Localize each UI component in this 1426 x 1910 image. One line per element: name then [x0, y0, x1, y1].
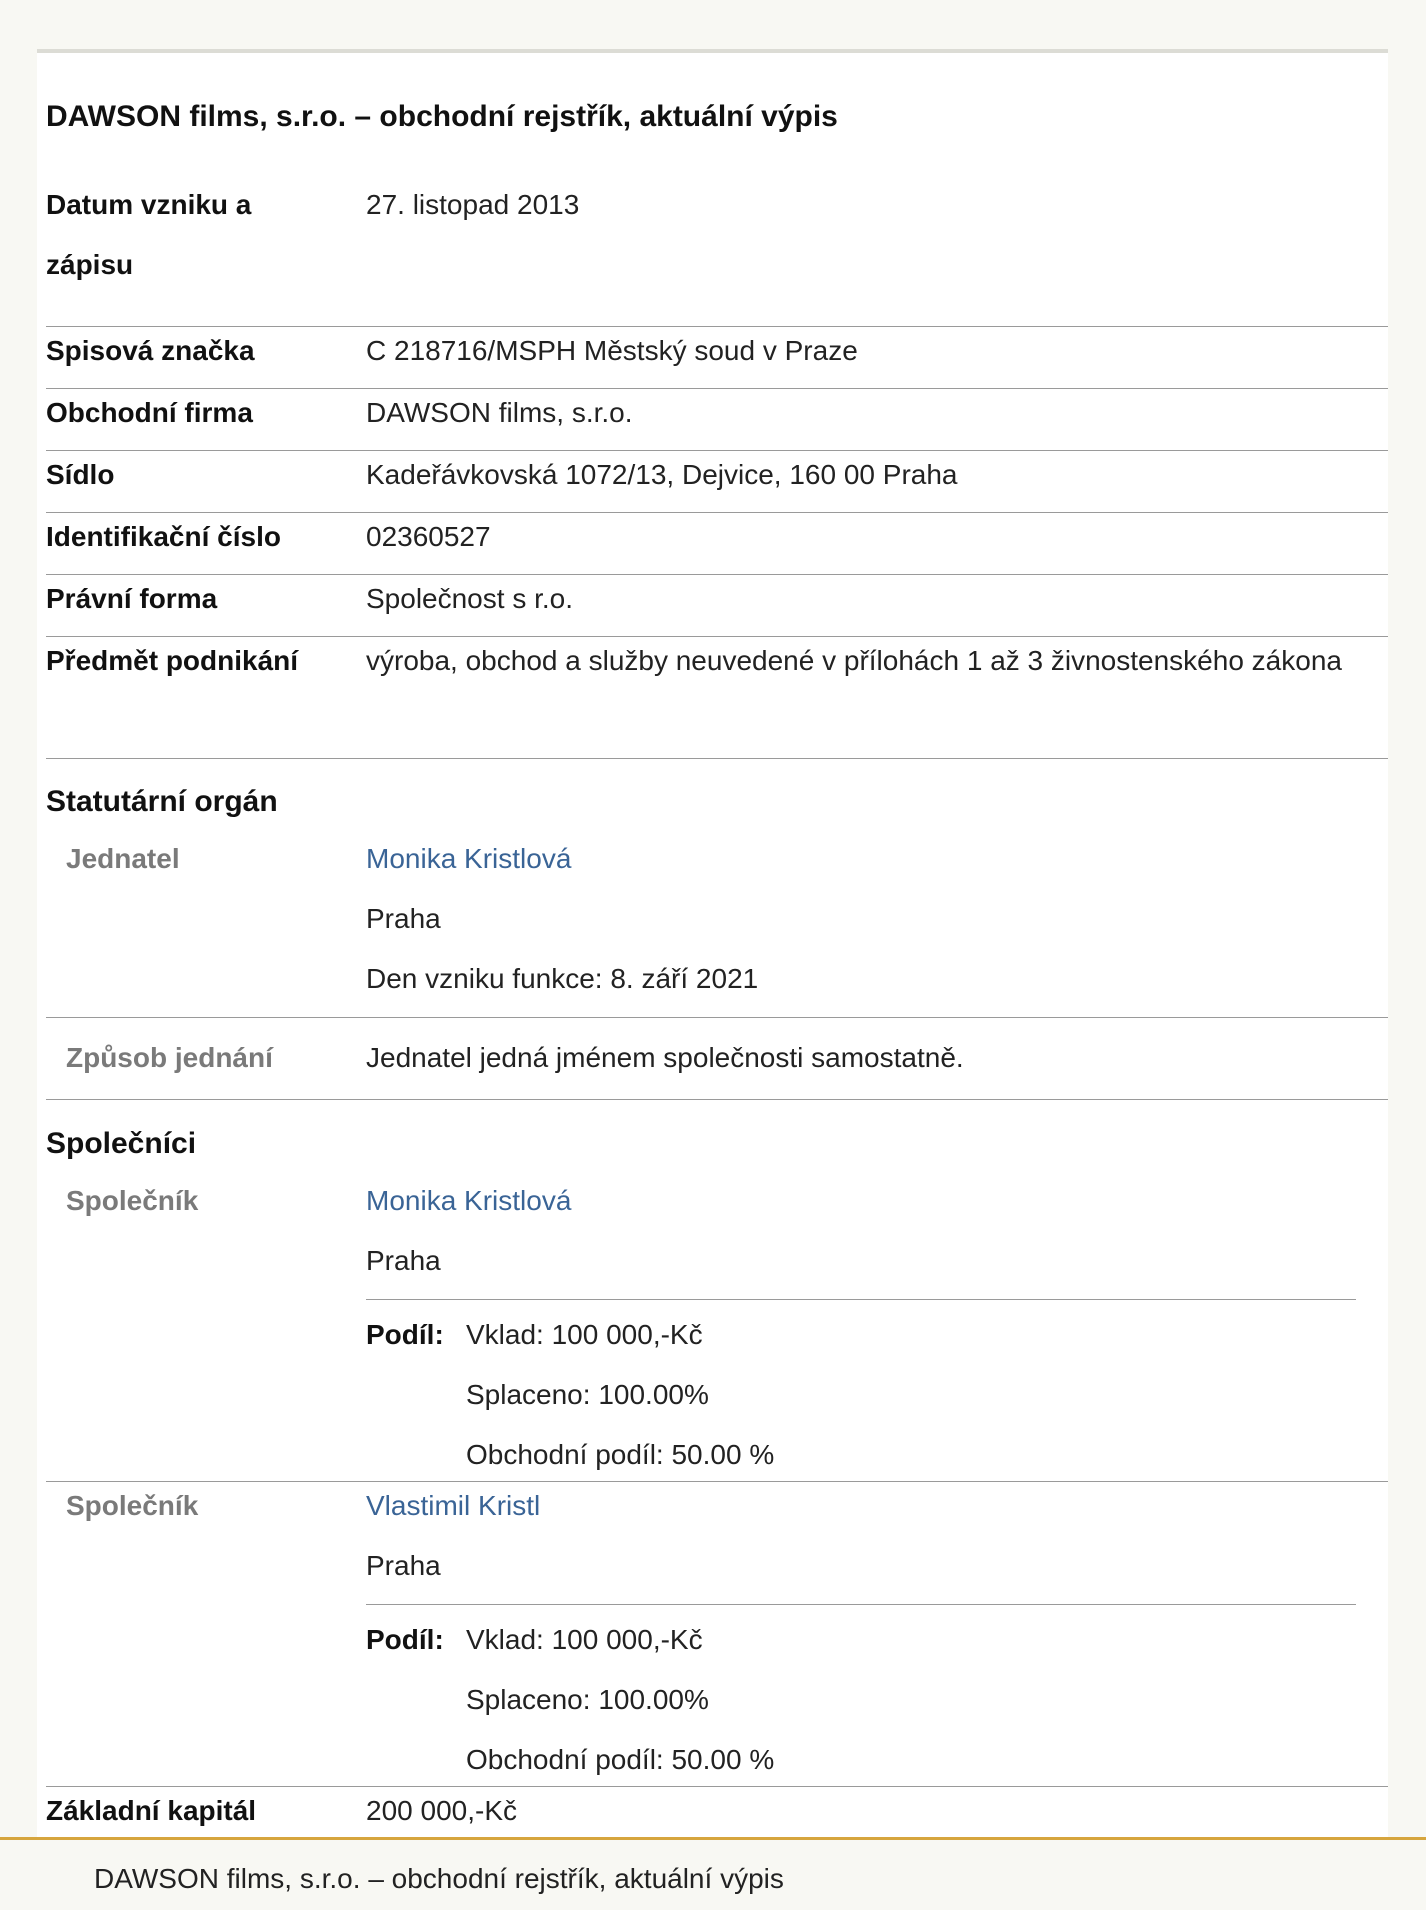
footer-text: DAWSON films, s.r.o. – obchodní rejstřík, aktuální výpis [94, 1863, 784, 1894]
jednatel-since: Den vzniku funkce: 8. září 2021 [366, 963, 759, 994]
podil-label: Podíl: [366, 1624, 444, 1655]
label-spisova: Spisová značka [46, 335, 255, 366]
spolecnik-city: Praha [366, 1245, 441, 1276]
podil-obchodni: Obchodní podíl: 50.00 % [466, 1439, 775, 1470]
share-divider [366, 1604, 1356, 1605]
spolecnik-city: Praha [366, 1550, 441, 1581]
row-spolecnik-2 [46, 1482, 1388, 1787]
section-statutarni: Statutární orgán [46, 785, 278, 818]
podil-vklad: Vklad: 100 000,-Kč [466, 1624, 703, 1655]
label-spolecnik: Společník [66, 1490, 199, 1521]
podil-splaceno: Splaceno: 100.00% [466, 1379, 709, 1410]
share-divider [366, 1299, 1356, 1300]
row-datum [46, 171, 1388, 327]
row-forma [46, 575, 1388, 637]
row-ico [46, 513, 1388, 575]
value-predmet: výroba, obchod a služby neuvedené v přílohách 1 až 3 živnostenského zákona [366, 645, 1342, 676]
label-spolecnik: Společník [66, 1185, 199, 1216]
section-spolecnici: Společníci [46, 1127, 197, 1160]
podil-vklad: Vklad: 100 000,-Kč [466, 1319, 703, 1350]
row-spisova [46, 327, 1388, 389]
footer [0, 1837, 1426, 1910]
label-ico: Identifikační číslo [46, 521, 281, 552]
label-jednatel: Jednatel [66, 843, 180, 874]
jednatel-name-link[interactable]: Monika Kristlová [366, 843, 572, 874]
label-zpusob: Způsob jednání [66, 1042, 273, 1073]
label-sidlo: Sídlo [46, 459, 115, 490]
value-kapital: 200 000,-Kč [366, 1795, 517, 1826]
jednatel-city: Praha [366, 903, 441, 934]
value-firma: DAWSON films, s.r.o. [366, 397, 633, 428]
value-datum: 27. listopad 2013 [366, 189, 580, 220]
label-predmet: Předmět podnikání [46, 645, 299, 676]
podil-obchodni: Obchodní podíl: 50.00 % [466, 1744, 775, 1775]
value-forma: Společnost s r.o. [366, 583, 574, 614]
value-ico: 02360527 [366, 521, 491, 552]
podil-splaceno: Splaceno: 100.00% [466, 1684, 709, 1715]
value-spisova: C 218716/MSPH Městský soud v Praze [366, 335, 858, 366]
label-kapital: Základní kapitál [46, 1795, 257, 1826]
spolecnik-name-link[interactable]: Monika Kristlová [366, 1185, 572, 1216]
label-forma: Právní forma [46, 583, 218, 614]
row-zpusob [46, 1018, 1388, 1100]
row-jednatel [46, 835, 1388, 1018]
label-datum: Datum vzniku a zápisu [46, 189, 252, 280]
spolecnik-name-link[interactable]: Vlastimil Kristl [366, 1490, 541, 1521]
row-predmet [46, 637, 1388, 759]
registry-card [37, 49, 1388, 1837]
value-zpusob: Jednatel jedná jménem společnosti samostatně. [366, 1042, 964, 1073]
label-firma: Obchodní firma [46, 397, 253, 428]
row-firma [46, 389, 1388, 451]
podil-label: Podíl: [366, 1319, 444, 1350]
value-sidlo: Kadeřávkovská 1072/13, Dejvice, 160 00 Praha [366, 459, 958, 490]
row-sidlo [46, 451, 1388, 513]
page-title: DAWSON films, s.r.o. – obchodní rejstřík, aktuální výpis [46, 100, 838, 133]
row-spolecnik-1 [46, 1177, 1388, 1482]
